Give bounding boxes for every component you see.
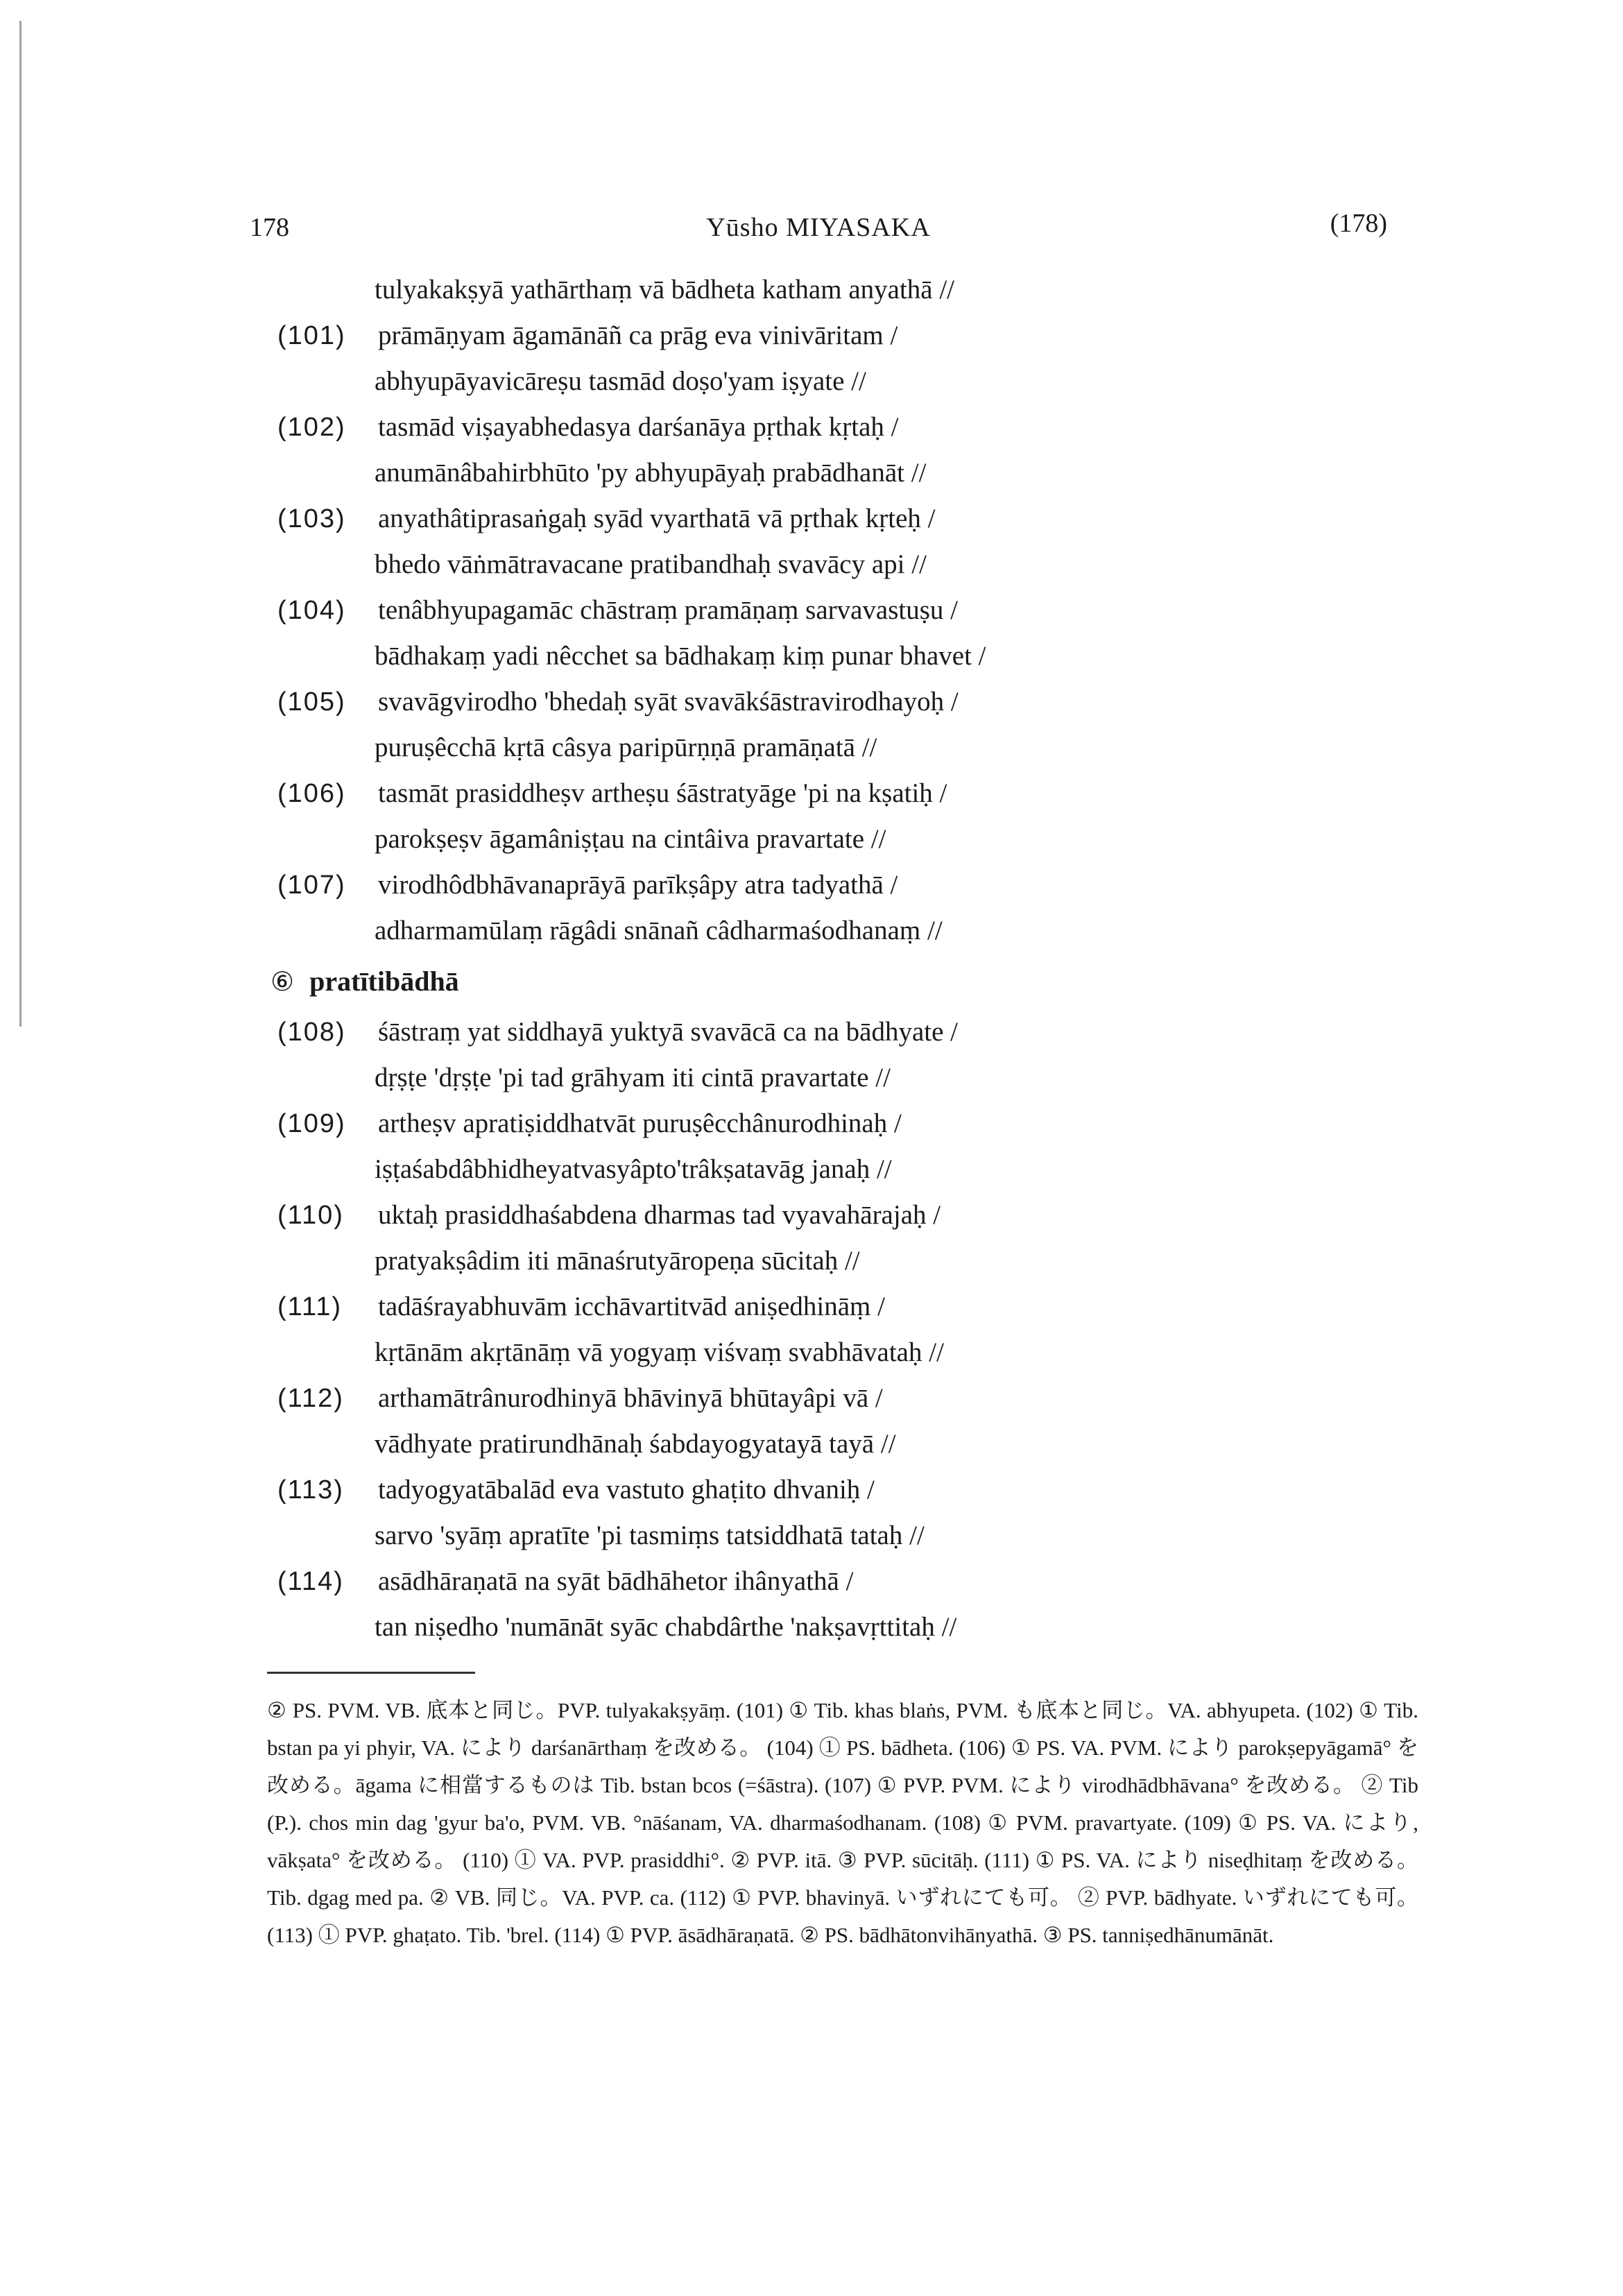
verse-text: abhyupāyavicāreṣu tasmād doṣo'yam iṣyate // bbox=[375, 366, 866, 396]
verse-text: śāstraṃ yat siddhayā yuktyā svavācā ca na bādhyate / bbox=[378, 1017, 959, 1047]
verse-line bbox=[277, 1009, 1401, 1055]
verse-line bbox=[277, 1330, 1401, 1376]
verse-number: (112) bbox=[277, 1384, 344, 1413]
verse-line bbox=[277, 1376, 1401, 1421]
verse-group-a bbox=[277, 267, 1401, 954]
verse-number: (114) bbox=[277, 1567, 344, 1596]
verse-text: virodhôdbhāvanaprāyā parīkṣâpy atra tadyathā / bbox=[378, 870, 898, 900]
verse-text: tasmāt prasiddheṣv artheṣu śāstratyāge 'pi na kṣatiḥ / bbox=[378, 778, 947, 808]
verse-text: pratyakṣâdim iti mānaśrutyāropeṇa sūcitaḥ // bbox=[375, 1246, 860, 1276]
verse-line bbox=[277, 1192, 1401, 1238]
verse-line bbox=[277, 1467, 1401, 1513]
verse-number: (107) bbox=[277, 871, 346, 900]
verse-text: tan niṣedho 'numānāt syāc chabdârthe 'nakṣavṛttitaḥ // bbox=[375, 1612, 957, 1642]
verse-text: parokṣeṣv āgamâniṣṭau na cintâiva pravartate // bbox=[375, 824, 886, 854]
verse-group-b bbox=[277, 1009, 1401, 1650]
verse-line bbox=[277, 1101, 1401, 1147]
verse-line bbox=[277, 679, 1401, 725]
verse-text: arthamātrânurodhinyā bhāvinyā bhūtayâpi vā / bbox=[378, 1383, 883, 1413]
verse-number: (105) bbox=[277, 687, 346, 717]
verse-text: dṛṣṭe 'dṛṣṭe 'pi tad grāhyam iti cintā pravartate // bbox=[375, 1063, 891, 1093]
scan-edge-line bbox=[19, 21, 22, 1027]
verse-number: (111) bbox=[277, 1292, 343, 1321]
verse-line bbox=[277, 908, 1401, 954]
verse-text: bhedo vāṅmātravacane pratibandhaḥ svavācy api // bbox=[375, 549, 927, 579]
verse-line bbox=[277, 313, 1401, 359]
verse-text: tadyogyatābalād eva vastuto ghaṭito dhvaniḥ / bbox=[378, 1475, 875, 1505]
verse-text: tulyakakṣyā yathārthaṃ vā bādheta katham anyathā // bbox=[375, 275, 955, 305]
verse-text: tadāśrayabhuvām icchāvartitvād aniṣedhināṃ / bbox=[378, 1292, 885, 1321]
verse-text: prāmāṇyam āgamānāñ ca prāg eva vinivāritam / bbox=[378, 320, 898, 350]
verse-number: (108) bbox=[277, 1018, 346, 1047]
verse-text: vādhyate pratirundhānaḥ śabdayogyatayā tayā // bbox=[375, 1429, 896, 1459]
verse-text: puruṣêcchā kṛtā câsya paripūrṇṇā pramāṇatā // bbox=[375, 733, 877, 762]
verse-number: (110) bbox=[277, 1201, 344, 1230]
verse-line bbox=[277, 267, 1401, 313]
page-number-paren: (178) bbox=[1330, 209, 1387, 238]
verse-line bbox=[277, 1421, 1401, 1467]
verse-line bbox=[277, 359, 1401, 404]
section-marker: ⑥ bbox=[270, 966, 295, 997]
footnote-text: ② PS. PVM. VB. 底本と同じ。PVP. tulyakakṣyāṃ. (101) ① Tib. khas blaṅs, PVM. も底本と同じ。VA. abhyupeta. (102) ① Tib. bstan pa yi phyir, VA. により darśanārthaṃ を改める。 (104) ① PS. bādheta. (106) ① PS. VA. PVM. により parokṣepyāgamā° を改める。āgama に相當するものは Tib. bstan bcos (=śāstra). (107) ① PVP. PVM. により virodhādbhāvana° を改める。 ② Tib (P.). chos min dag 'gyur ba'o, PVM. VB. °nāśanam, VA. dharmaśodhanam. (108) ① PVM. pravartyate. (109) ① PS. VA. により, vākṣata° を改める。 (110) ① VA. PVP. prasiddhi°. ② PVP. itā. ③ PVP. sūcitāḥ. (111) ① PS. VA. により niseḍhitaṃ を改める。Tib. dgag med pa. ② VB. 同じ。VA. PVP. ca. (112) ① PVP. bhavinyā. いずれにても可。 ② PVP. bādhyate. いずれにても可。 (113) ① PVP. ghaṭato. Tib. 'brel. (114) ① PVP. āsādhāraṇatā. ② PS. bādhātonvihānyathā. ③ PS. tanniṣedhānumānāt. bbox=[267, 1698, 1418, 1947]
verse-line bbox=[277, 862, 1401, 908]
section-heading bbox=[270, 954, 1401, 1009]
verse-text: artheṣv apratiṣiddhatvāt puruṣêcchânurodhinaḥ / bbox=[378, 1108, 902, 1138]
verse-line bbox=[277, 1147, 1401, 1192]
verse-text: tasmād viṣayabhedasya darśanāya pṛthak kṛtaḥ / bbox=[378, 412, 899, 442]
page-number: 178 bbox=[250, 213, 289, 242]
verse-text: tenâbhyupagamāc chāstraṃ pramāṇaṃ sarvavastuṣu / bbox=[378, 595, 959, 625]
verse-line bbox=[277, 1604, 1401, 1650]
verse-number: (109) bbox=[277, 1109, 346, 1138]
running-header bbox=[250, 208, 1387, 250]
verse-line bbox=[277, 496, 1401, 542]
section-title: pratītibādhā bbox=[309, 966, 459, 997]
verse-text: bādhakaṃ yadi nêcchet sa bādhakaṃ kiṃ punar bhavet / bbox=[375, 641, 986, 671]
verse-text: kṛtānām akṛtānāṃ vā yogyaṃ viśvaṃ svabhāvataḥ // bbox=[375, 1337, 944, 1367]
verse-number: (102) bbox=[277, 413, 346, 442]
verse-line bbox=[277, 633, 1401, 679]
verse-line bbox=[277, 771, 1401, 816]
verse-text: iṣṭaśabdâbhidheyatvasyâpto'trâkṣatavāg janaḥ // bbox=[375, 1154, 892, 1184]
footnote-rule bbox=[267, 1672, 475, 1674]
verse-number: (103) bbox=[277, 504, 346, 533]
verse-text: anumānâbahirbhūto 'py abhyupāyaḥ prabādhanāt // bbox=[375, 458, 927, 488]
verse-number: (101) bbox=[277, 321, 346, 350]
verse-line bbox=[277, 1284, 1401, 1330]
verse-text: adharmamūlaṃ rāgâdi snānañ câdharmaśodhanaṃ // bbox=[375, 916, 943, 945]
verse-text: asādhāraṇatā na syāt bādhāhetor ihânyathā / bbox=[378, 1566, 854, 1596]
verse-line bbox=[277, 1055, 1401, 1101]
verse-line bbox=[277, 1559, 1401, 1604]
verse-number: (104) bbox=[277, 596, 346, 625]
verse-line bbox=[277, 1513, 1401, 1559]
verse-line bbox=[277, 542, 1401, 588]
verse-line bbox=[277, 816, 1401, 862]
verse-text: uktaḥ prasiddhaśabdena dharmas tad vyavahārajaḥ / bbox=[378, 1200, 941, 1230]
verse-text: sarvo 'syāṃ apratīte 'pi tasmiṃs tatsiddhatā tataḥ // bbox=[375, 1520, 925, 1550]
author-name: Yūsho MIYASAKA bbox=[706, 213, 931, 242]
verse-line bbox=[277, 450, 1401, 496]
verse-line bbox=[277, 404, 1401, 450]
footnotes bbox=[267, 1672, 1418, 1954]
verse-number: (106) bbox=[277, 779, 346, 808]
verse-number: (113) bbox=[277, 1475, 344, 1505]
verse-line bbox=[277, 1238, 1401, 1284]
verse-block bbox=[270, 267, 1401, 1650]
verse-text: anyathâtiprasaṅgaḥ syād vyarthatā vā pṛthak kṛteḥ / bbox=[378, 504, 936, 533]
verse-line bbox=[277, 588, 1401, 633]
verse-line bbox=[277, 725, 1401, 771]
verse-text: svavāgvirodho 'bhedaḥ syāt svavākśāstravirodhayoḥ / bbox=[378, 687, 959, 717]
